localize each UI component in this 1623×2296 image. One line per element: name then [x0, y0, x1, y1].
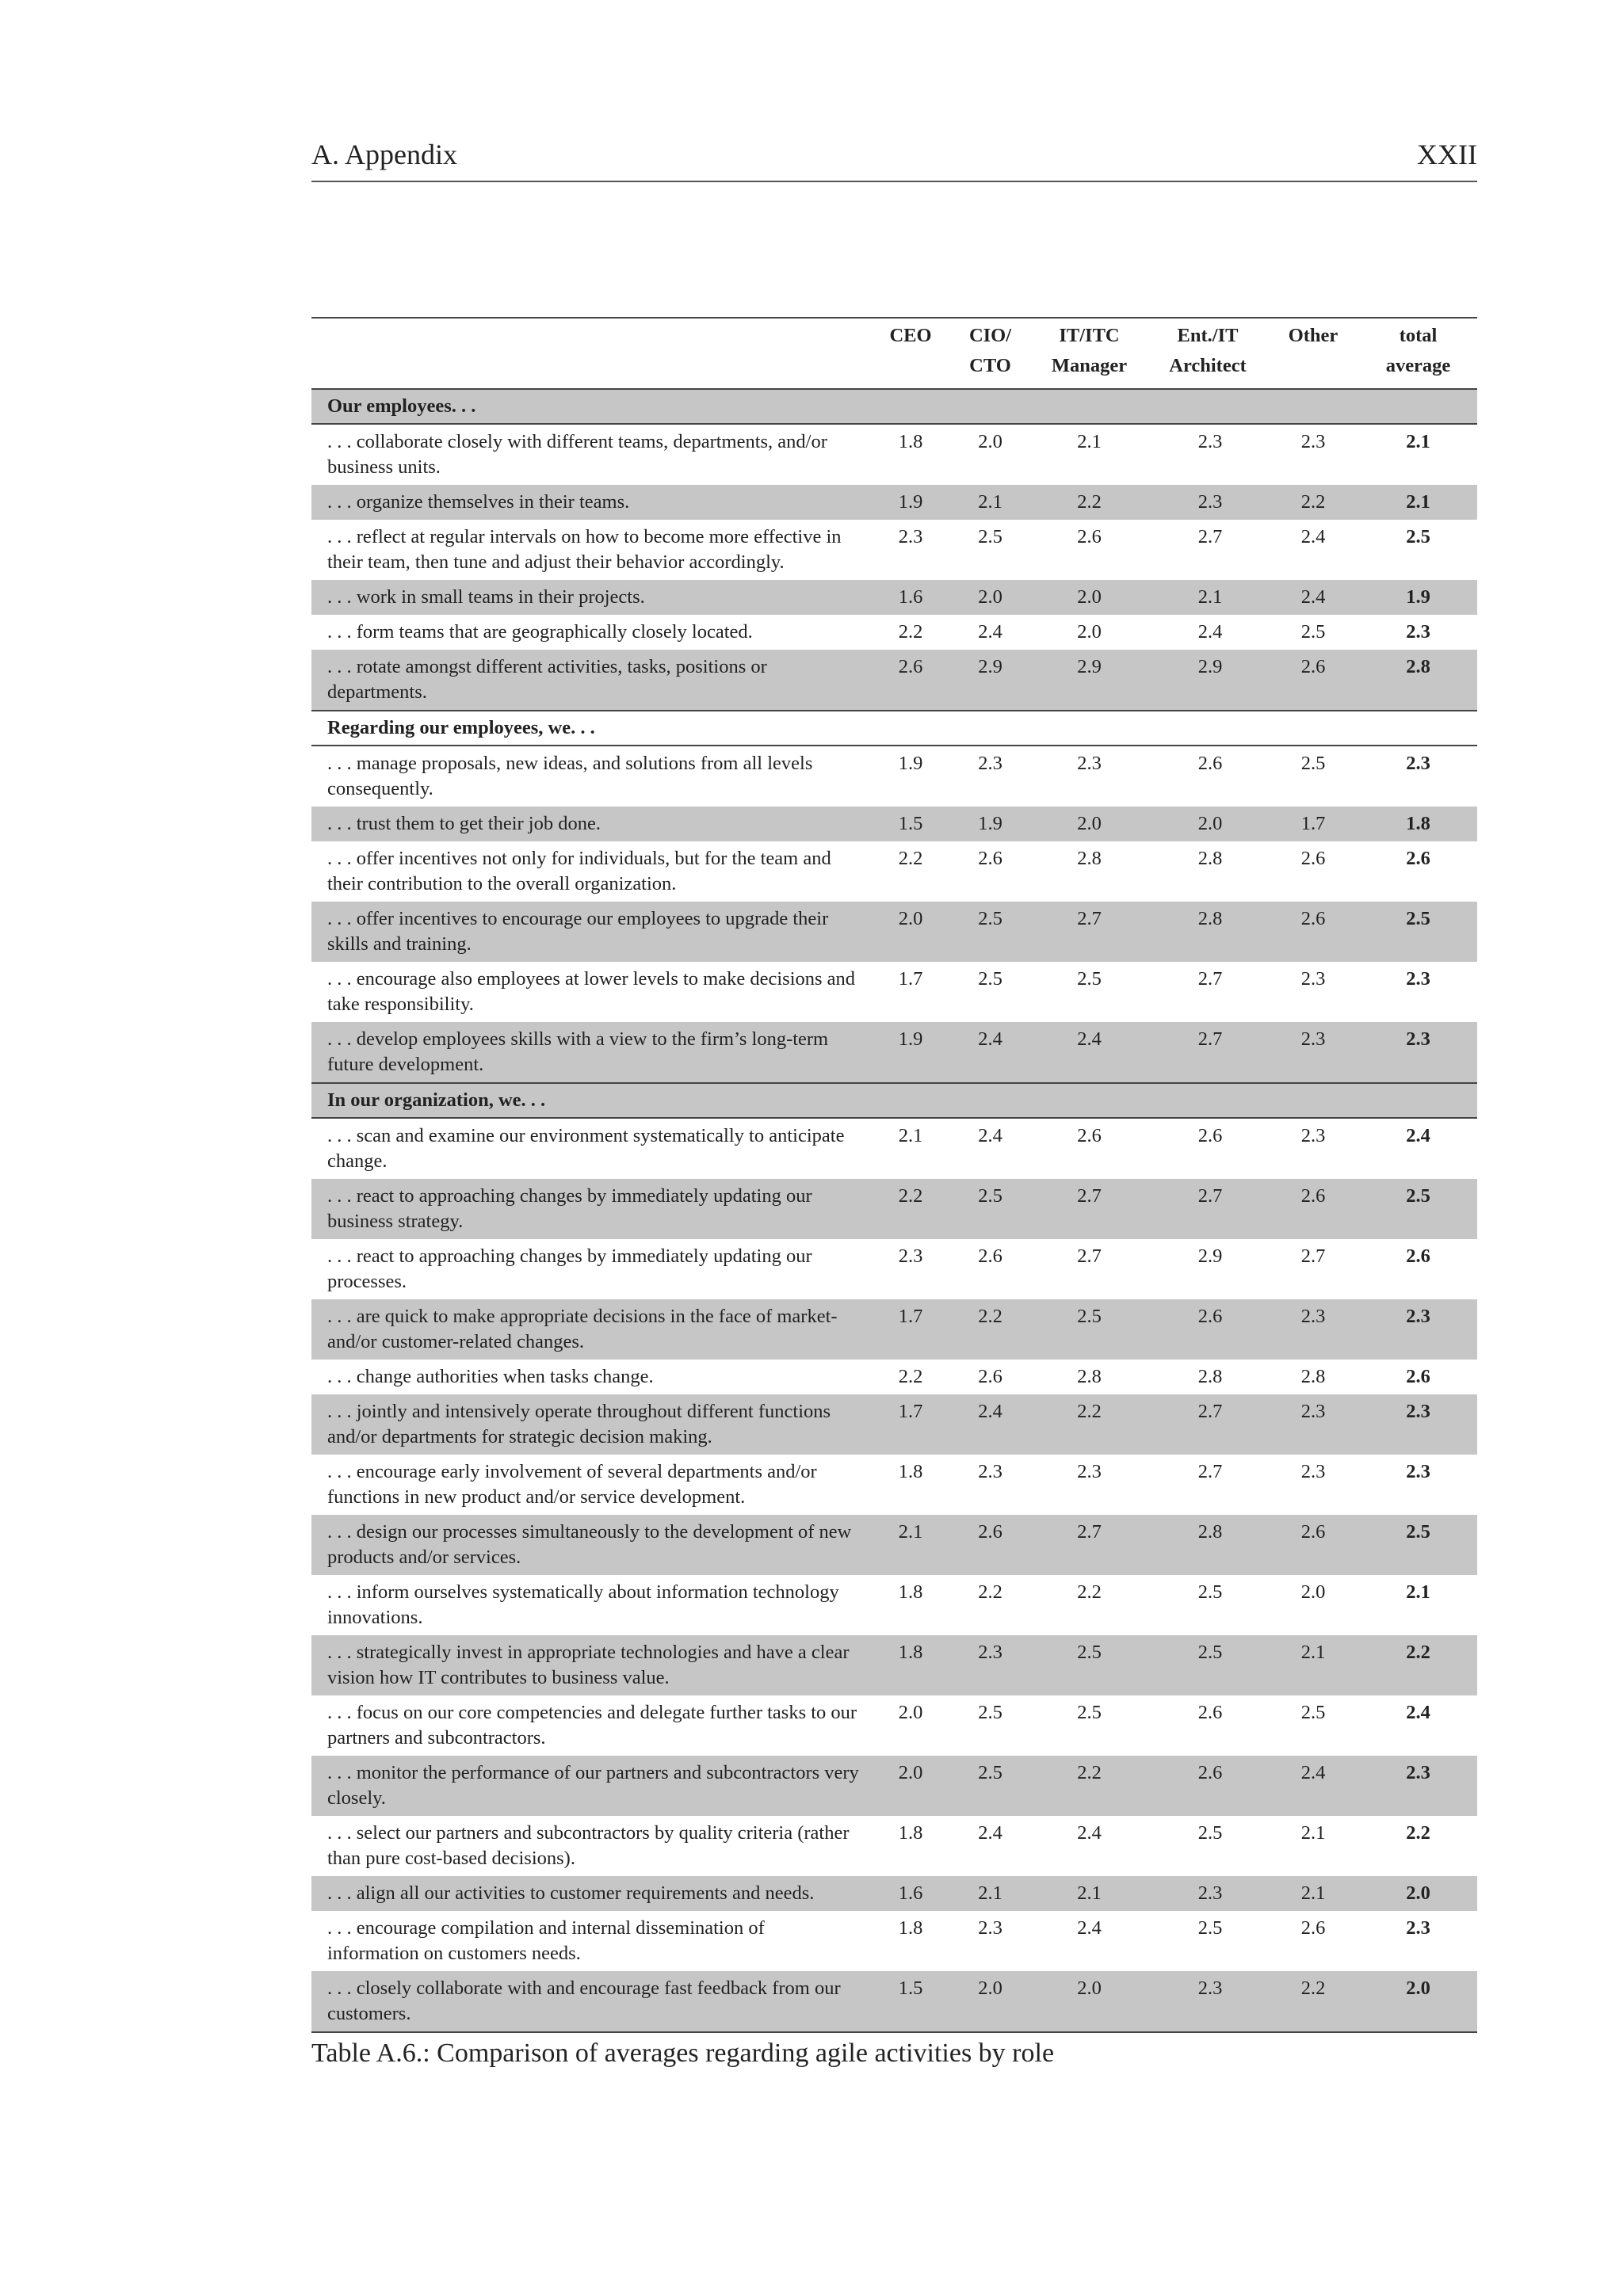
col-header-total-2: average [1359, 353, 1477, 389]
value-ceo: 2.3 [898, 1245, 923, 1267]
value-other: 2.3 [1300, 1125, 1326, 1146]
col-header-other-2 [1267, 353, 1359, 389]
table-row [311, 580, 1477, 615]
value-other: 2.1 [1267, 1635, 1359, 1695]
value-architect: 2.7 [1197, 526, 1223, 547]
row-label: . . . develop employees skills with a view to the firm’s long-term future development. [311, 1022, 871, 1083]
value-architect: 2.7 [1197, 968, 1223, 990]
results-table-container [311, 317, 1477, 2033]
value-total: 2.3 [1359, 1394, 1477, 1455]
value-it-manager: 2.1 [1030, 1876, 1148, 1911]
value-cio: 2.9 [950, 650, 1030, 711]
value-it-manager: 2.0 [1077, 621, 1102, 643]
value-other: 2.5 [1300, 621, 1326, 643]
value-other: 2.3 [1267, 1022, 1359, 1083]
value-ceo: 2.2 [898, 1366, 923, 1387]
table-row [311, 1455, 1477, 1515]
value-other: 2.5 [1300, 1702, 1326, 1723]
value-cio: 2.6 [978, 848, 1002, 869]
value-it-manager: 2.2 [1030, 1756, 1148, 1816]
value-ceo: 2.0 [871, 1756, 950, 1816]
value-total: 2.4 [1406, 1125, 1430, 1146]
value-total: 2.3 [1359, 1299, 1477, 1360]
col-header-other: Other [1267, 318, 1359, 353]
value-it-manager: 2.7 [1030, 1179, 1148, 1239]
header-page-number: XXII [1417, 139, 1477, 170]
value-total: 2.5 [1359, 902, 1477, 962]
value-ceo: 2.3 [898, 526, 923, 547]
value-architect: 2.7 [1197, 1461, 1223, 1482]
value-cio: 2.0 [950, 580, 1030, 615]
table-section-heading [311, 389, 1477, 424]
value-ceo: 2.6 [871, 650, 950, 711]
value-ceo: 1.7 [871, 1394, 950, 1455]
value-other: 2.4 [1267, 580, 1359, 615]
table-section-heading [311, 1083, 1477, 1118]
table-row [311, 746, 1477, 807]
table-row [311, 1179, 1477, 1239]
value-total: 2.6 [1406, 1245, 1430, 1267]
value-architect: 2.8 [1148, 902, 1267, 962]
table-row [311, 1515, 1477, 1575]
value-cio: 2.4 [950, 1022, 1030, 1083]
value-it-manager: 2.4 [1030, 1022, 1148, 1083]
value-cio: 2.5 [978, 1702, 1002, 1723]
value-total: 2.0 [1359, 1876, 1477, 1911]
value-other: 2.1 [1300, 1822, 1326, 1844]
value-architect: 2.6 [1197, 1125, 1223, 1146]
table-row [311, 807, 1477, 841]
value-ceo: 1.9 [898, 753, 923, 774]
value-cio: 2.0 [978, 431, 1002, 452]
value-ceo: 2.2 [898, 848, 923, 869]
value-it-manager: 2.5 [1030, 1299, 1148, 1360]
value-cio: 2.5 [978, 526, 1002, 547]
section-title: Our employees. . . [311, 389, 1477, 424]
value-ceo: 1.6 [871, 1876, 950, 1911]
value-total: 2.3 [1406, 968, 1430, 990]
row-label: . . . select our partners and subcontractors by quality criteria (rather than pure cost-based decisions). [327, 1822, 850, 1869]
value-total: 1.9 [1359, 580, 1477, 615]
row-label: . . . reflect at regular intervals on how to become more effective in their team, then tune and adjust their behavior accordingly. [327, 526, 842, 573]
value-other: 2.6 [1267, 650, 1359, 711]
section-title: In our organization, we. . . [311, 1083, 1477, 1118]
value-ceo: 1.8 [898, 1461, 923, 1482]
col-header-cio: CIO/ [950, 318, 1030, 353]
value-total: 2.5 [1359, 1179, 1477, 1239]
table-header-row-1 [311, 318, 1477, 353]
row-label: . . . form teams that are geographically closely located. [327, 621, 753, 643]
value-architect: 2.1 [1148, 580, 1267, 615]
row-label: . . . work in small teams in their projects. [311, 580, 871, 615]
value-cio: 2.2 [950, 1299, 1030, 1360]
table-row [311, 902, 1477, 962]
value-total: 2.1 [1406, 431, 1430, 452]
value-architect: 2.9 [1197, 1245, 1223, 1267]
value-total: 2.2 [1406, 1822, 1430, 1844]
value-other: 2.2 [1267, 1971, 1359, 2032]
header-section-title: A. Appendix [311, 139, 457, 170]
value-architect: 2.8 [1148, 1515, 1267, 1575]
table-caption: Table A.6.: Comparison of averages regarding agile activities by role [311, 2039, 1055, 2068]
value-it-manager: 2.0 [1030, 580, 1148, 615]
value-it-manager: 2.0 [1030, 1971, 1148, 2032]
value-it-manager: 2.4 [1077, 1917, 1102, 1939]
col-header-it-manager: IT/ITC [1030, 318, 1148, 353]
row-label: . . . are quick to make appropriate decisions in the face of market- and/or customer-related changes. [311, 1299, 871, 1360]
value-it-manager: 2.5 [1077, 968, 1102, 990]
value-cio: 1.9 [950, 807, 1030, 841]
row-label: . . . encourage early involvement of several departments and/or functions in new product and/or service development. [327, 1461, 817, 1508]
value-total: 2.6 [1406, 1366, 1430, 1387]
value-cio: 2.1 [950, 485, 1030, 520]
value-it-manager: 2.8 [1077, 848, 1102, 869]
table-row [311, 520, 1477, 580]
value-architect: 2.8 [1197, 1366, 1223, 1387]
value-architect: 2.6 [1197, 753, 1223, 774]
value-other: 2.4 [1267, 1756, 1359, 1816]
value-cio: 2.5 [950, 902, 1030, 962]
value-ceo: 2.1 [871, 1515, 950, 1575]
value-cio: 2.4 [950, 1394, 1030, 1455]
value-total: 2.0 [1359, 1971, 1477, 2032]
row-label: . . . offer incentives to encourage our employees to upgrade their skills and training. [311, 902, 871, 962]
row-label: . . . scan and examine our environment systematically to anticipate change. [327, 1125, 845, 1172]
value-architect: 2.7 [1148, 1022, 1267, 1083]
results-table [311, 317, 1477, 2033]
row-label: . . . encourage compilation and internal dissemination of information on customers needs. [327, 1917, 765, 1964]
running-header [311, 135, 1477, 182]
value-it-manager: 2.7 [1030, 1515, 1148, 1575]
value-total: 2.3 [1406, 1917, 1430, 1939]
row-label: . . . inform ourselves systematically about information technology innovations. [327, 1581, 839, 1628]
table-row [311, 1635, 1477, 1695]
header-blank [311, 318, 871, 353]
value-it-manager: 2.6 [1077, 1125, 1102, 1146]
value-it-manager: 2.3 [1077, 1461, 1102, 1482]
value-total: 2.4 [1406, 1702, 1430, 1723]
row-label: . . . react to approaching changes by immediately updating our business strategy. [311, 1179, 871, 1239]
value-cio: 2.6 [978, 1245, 1002, 1267]
value-architect: 2.5 [1197, 1822, 1223, 1844]
value-total: 2.6 [1406, 848, 1430, 869]
value-it-manager: 2.4 [1077, 1822, 1102, 1844]
value-ceo: 1.7 [871, 1299, 950, 1360]
value-ceo: 1.8 [898, 1822, 923, 1844]
value-architect: 2.5 [1148, 1635, 1267, 1695]
table-row [311, 1695, 1477, 1756]
row-label: . . . offer incentives not only for individuals, but for the team and their contribution to the overall organization. [327, 848, 831, 894]
value-ceo: 2.1 [898, 1125, 923, 1146]
value-other: 2.6 [1267, 1515, 1359, 1575]
table-row [311, 1816, 1477, 1876]
value-total: 2.1 [1359, 485, 1477, 520]
value-total: 2.3 [1359, 1756, 1477, 1816]
value-cio: 2.3 [978, 1917, 1002, 1939]
row-label: . . . rotate amongst different activities, tasks, positions or departments. [311, 650, 871, 711]
row-label: . . . manage proposals, new ideas, and solutions from all levels consequently. [327, 753, 813, 799]
value-total: 2.1 [1406, 1581, 1430, 1603]
value-architect: 2.9 [1148, 650, 1267, 711]
row-label: . . . monitor the performance of our partners and subcontractors very closely. [311, 1756, 871, 1816]
value-architect: 2.7 [1148, 1179, 1267, 1239]
table-row [311, 841, 1477, 902]
value-architect: 2.7 [1148, 1394, 1267, 1455]
value-other: 2.3 [1300, 968, 1326, 990]
value-it-manager: 2.2 [1030, 485, 1148, 520]
value-cio: 2.5 [978, 968, 1002, 990]
header-blank-2 [311, 353, 871, 389]
table-row [311, 962, 1477, 1022]
value-other: 1.7 [1267, 807, 1359, 841]
value-cio: 2.5 [950, 1756, 1030, 1816]
value-cio: 2.4 [978, 1125, 1002, 1146]
value-cio: 2.4 [978, 621, 1002, 643]
table-row [311, 424, 1477, 485]
value-architect: 2.3 [1148, 485, 1267, 520]
value-architect: 2.3 [1197, 431, 1223, 452]
value-cio: 2.5 [950, 1179, 1030, 1239]
value-cio: 2.3 [978, 753, 1002, 774]
value-other: 2.6 [1267, 1179, 1359, 1239]
value-it-manager: 2.7 [1030, 902, 1148, 962]
row-label: . . . jointly and intensively operate throughout different functions and/or departments for strategic decision making. [311, 1394, 871, 1455]
col-header-ceo-2 [871, 353, 950, 389]
value-other: 2.3 [1300, 1461, 1326, 1482]
value-ceo: 1.7 [898, 968, 923, 990]
table-row [311, 1118, 1477, 1179]
value-total: 2.5 [1406, 526, 1430, 547]
col-header-total: total [1359, 318, 1477, 353]
value-it-manager: 2.0 [1030, 807, 1148, 841]
value-total: 1.8 [1359, 807, 1477, 841]
value-ceo: 2.2 [898, 621, 923, 643]
value-ceo: 1.8 [898, 1581, 923, 1603]
value-ceo: 1.9 [871, 1022, 950, 1083]
value-other: 2.4 [1300, 526, 1326, 547]
value-architect: 2.5 [1197, 1581, 1223, 1603]
value-other: 2.1 [1267, 1876, 1359, 1911]
value-architect: 2.3 [1148, 1876, 1267, 1911]
table-row [311, 1360, 1477, 1394]
row-label: . . . react to approaching changes by immediately updating our processes. [327, 1245, 812, 1292]
value-cio: 2.1 [950, 1876, 1030, 1911]
value-total: 2.3 [1406, 1461, 1430, 1482]
col-header-ceo: CEO [871, 318, 950, 353]
table-row [311, 1911, 1477, 1971]
value-cio: 2.4 [978, 1822, 1002, 1844]
value-it-manager: 2.9 [1030, 650, 1148, 711]
table-row [311, 1299, 1477, 1360]
value-ceo: 1.8 [898, 1917, 923, 1939]
value-it-manager: 2.5 [1077, 1702, 1102, 1723]
value-it-manager: 2.8 [1077, 1366, 1102, 1387]
value-ceo: 1.6 [871, 580, 950, 615]
table-row [311, 1876, 1477, 1911]
col-header-it-manager-2: Manager [1030, 353, 1148, 389]
value-architect: 2.5 [1197, 1917, 1223, 1939]
table-row [311, 1575, 1477, 1635]
value-cio: 2.6 [950, 1515, 1030, 1575]
row-label: . . . trust them to get their job done. [311, 807, 871, 841]
table-row [311, 1239, 1477, 1299]
value-total: 2.3 [1406, 753, 1430, 774]
value-it-manager: 2.7 [1077, 1245, 1102, 1267]
value-architect: 2.6 [1148, 1299, 1267, 1360]
table-row [311, 1022, 1477, 1083]
value-architect: 2.8 [1197, 848, 1223, 869]
value-other: 2.3 [1267, 1299, 1359, 1360]
value-it-manager: 2.2 [1077, 1581, 1102, 1603]
row-label: . . . closely collaborate with and encourage fast feedback from our customers. [311, 1971, 871, 2032]
value-ceo: 1.5 [871, 1971, 950, 2032]
table-row [311, 1756, 1477, 1816]
value-ceo: 2.0 [898, 1702, 923, 1723]
col-header-architect: Ent./IT [1148, 318, 1267, 353]
col-header-cio-2: CTO [950, 353, 1030, 389]
table-row [311, 650, 1477, 711]
value-it-manager: 2.1 [1077, 431, 1102, 452]
value-total: 2.3 [1359, 1022, 1477, 1083]
table-row [311, 1971, 1477, 2032]
value-ceo: 1.8 [871, 1635, 950, 1695]
value-other: 2.6 [1300, 848, 1326, 869]
value-other: 2.2 [1267, 485, 1359, 520]
row-label: . . . strategically invest in appropriate technologies and have a clear vision how IT contributes to business value. [311, 1635, 871, 1695]
row-label: . . . focus on our core competencies and delegate further tasks to our partners and subcontractors. [327, 1702, 857, 1749]
value-cio: 2.3 [950, 1635, 1030, 1695]
value-cio: 2.0 [950, 1971, 1030, 2032]
value-total: 2.8 [1359, 650, 1477, 711]
value-architect: 2.0 [1148, 807, 1267, 841]
value-it-manager: 2.6 [1077, 526, 1102, 547]
value-other: 2.0 [1300, 1581, 1326, 1603]
value-other: 2.6 [1267, 902, 1359, 962]
row-label: . . . change authorities when tasks change. [327, 1366, 654, 1387]
value-ceo: 1.5 [871, 807, 950, 841]
value-other: 2.8 [1300, 1366, 1326, 1387]
section-title: Regarding our employees, we. . . [311, 711, 1477, 746]
value-other: 2.7 [1300, 1245, 1326, 1267]
value-total: 2.3 [1406, 621, 1430, 643]
table-body [311, 389, 1477, 2032]
table-row [311, 1394, 1477, 1455]
row-label: . . . organize themselves in their teams. [311, 485, 871, 520]
value-architect: 2.3 [1148, 1971, 1267, 2032]
value-total: 2.2 [1359, 1635, 1477, 1695]
value-other: 2.3 [1300, 431, 1326, 452]
row-label: . . . collaborate closely with different teams, departments, and/or business units. [327, 431, 827, 478]
value-other: 2.6 [1300, 1917, 1326, 1939]
value-it-manager: 2.3 [1077, 753, 1102, 774]
table-header-row-2 [311, 353, 1477, 389]
value-cio: 2.6 [978, 1366, 1002, 1387]
value-ceo: 2.2 [871, 1179, 950, 1239]
table-row [311, 615, 1477, 650]
value-architect: 2.4 [1197, 621, 1223, 643]
value-total: 2.5 [1359, 1515, 1477, 1575]
value-it-manager: 2.2 [1030, 1394, 1148, 1455]
row-label: . . . design our processes simultaneously to the development of new products and/or services. [311, 1515, 871, 1575]
value-cio: 2.3 [978, 1461, 1002, 1482]
value-architect: 2.6 [1197, 1702, 1223, 1723]
row-label: . . . align all our activities to customer requirements and needs. [311, 1876, 871, 1911]
value-ceo: 1.8 [898, 431, 923, 452]
value-architect: 2.6 [1148, 1756, 1267, 1816]
value-ceo: 2.0 [871, 902, 950, 962]
value-it-manager: 2.5 [1030, 1635, 1148, 1695]
col-header-architect-2: Architect [1148, 353, 1267, 389]
table-section-heading [311, 711, 1477, 746]
row-label: . . . encourage also employees at lower levels to make decisions and take responsibility. [327, 968, 856, 1015]
value-other: 2.3 [1267, 1394, 1359, 1455]
table-row [311, 485, 1477, 520]
value-ceo: 1.9 [871, 485, 950, 520]
value-cio: 2.2 [978, 1581, 1002, 1603]
value-other: 2.5 [1300, 753, 1326, 774]
